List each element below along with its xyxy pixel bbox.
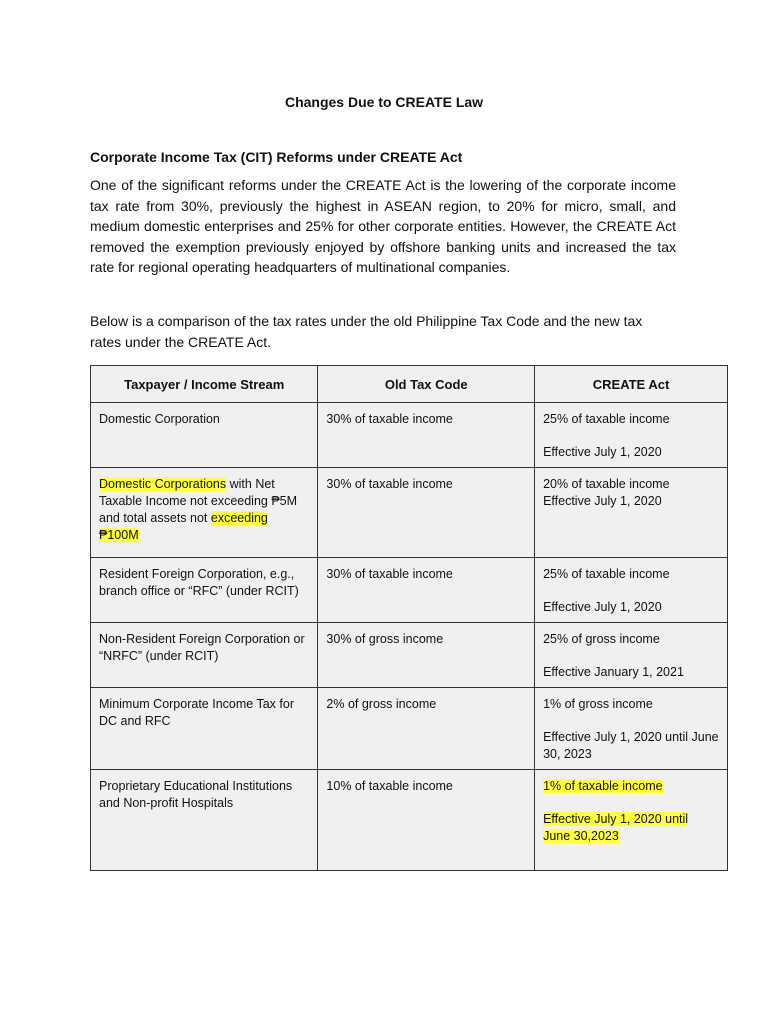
tax-rate-table: [90, 365, 728, 871]
cell-taxpayer: Minimum Corporate Income Tax for DC and RFC: [91, 688, 318, 770]
create-rate-text: 25% of taxable income: [543, 567, 670, 581]
create-effective-text: Effective July 1, 2020 until: [543, 812, 689, 826]
cell-old-rate: 30% of gross income: [318, 623, 535, 688]
cell-create-rate: [535, 403, 728, 468]
create-rate-text: 1% of gross income: [543, 697, 653, 711]
create-effective-text: Effective July 1, 2020: [543, 445, 662, 459]
header-create-act: CREATE Act: [535, 366, 728, 403]
table-row: [91, 468, 728, 558]
create-effective-text: Effective January 1, 2021: [543, 665, 684, 679]
cell-create-rate: [535, 623, 728, 688]
table-row: [91, 558, 728, 623]
create-effective-text: June 30,2023: [543, 829, 619, 843]
taxpayer-text: with Net Taxable Income not exceeding ₱5M and total assets not: [99, 477, 298, 525]
table-row: [91, 770, 728, 871]
highlighted-text: Domestic Corporations: [99, 477, 227, 491]
table-row: [91, 403, 728, 468]
highlighted-text: exceeding ₱100M: [99, 511, 268, 542]
cell-create-rate: [535, 770, 728, 871]
create-effective-text: Effective July 1, 2020 until June 30, 2023: [543, 730, 719, 761]
cell-taxpayer: Resident Foreign Corporation, e.g., branch office or “RFC” (under RCIT): [91, 558, 318, 623]
paragraph-comparison: Below is a comparison of the tax rates under the old Philippine Tax Code and the new tax rates under the CREATE Act.: [90, 313, 643, 350]
create-rate-text: 1% of taxable income: [543, 779, 663, 793]
cell-old-rate: 30% of taxable income: [318, 468, 535, 558]
section-heading: Corporate Income Tax (CIT) Reforms under CREATE Act: [90, 149, 463, 165]
header-old-tax-code: Old Tax Code: [318, 366, 535, 403]
cell-old-rate: 30% of taxable income: [318, 403, 535, 468]
cell-create-rate: [535, 468, 728, 558]
create-rate-text: 25% of taxable income: [543, 412, 670, 426]
table-header-row: [91, 366, 728, 403]
paragraph-intro: One of the significant reforms under the CREATE Act is the lowering of the corporate income tax rate from 30%, previously the highest in ASEAN region, to 20% for micro, small, and medium domestic enterprises and 25% for other corporate entities. However, the CREATE Act removed the exemption previously enjoyed by offshore banking units and increased the tax rate for regional operating headquarters of multinational companies.: [90, 177, 676, 276]
cell-taxpayer: Non-Resident Foreign Corporation or “NRFC” (under RCIT): [91, 623, 318, 688]
cell-taxpayer: [91, 468, 318, 558]
cell-taxpayer: Proprietary Educational Institutions and Non-profit Hospitals: [91, 770, 318, 871]
page-title: Changes Due to CREATE Law: [284, 94, 484, 110]
cell-create-rate: [535, 688, 728, 770]
header-taxpayer: Taxpayer / Income Stream: [91, 366, 318, 403]
cell-old-rate: 2% of gross income: [318, 688, 535, 770]
cell-old-rate: 30% of taxable income: [318, 558, 535, 623]
cell-taxpayer: Domestic Corporation: [91, 403, 318, 468]
table-row: [91, 688, 728, 770]
create-effective-text: Effective July 1, 2020: [543, 494, 662, 508]
create-effective-text: Effective July 1, 2020: [543, 600, 662, 614]
create-rate-text: 20% of taxable income: [543, 477, 670, 491]
table-row: [91, 623, 728, 688]
cell-create-rate: [535, 558, 728, 623]
create-rate-text: 25% of gross income: [543, 632, 660, 646]
cell-old-rate: 10% of taxable income: [318, 770, 535, 871]
